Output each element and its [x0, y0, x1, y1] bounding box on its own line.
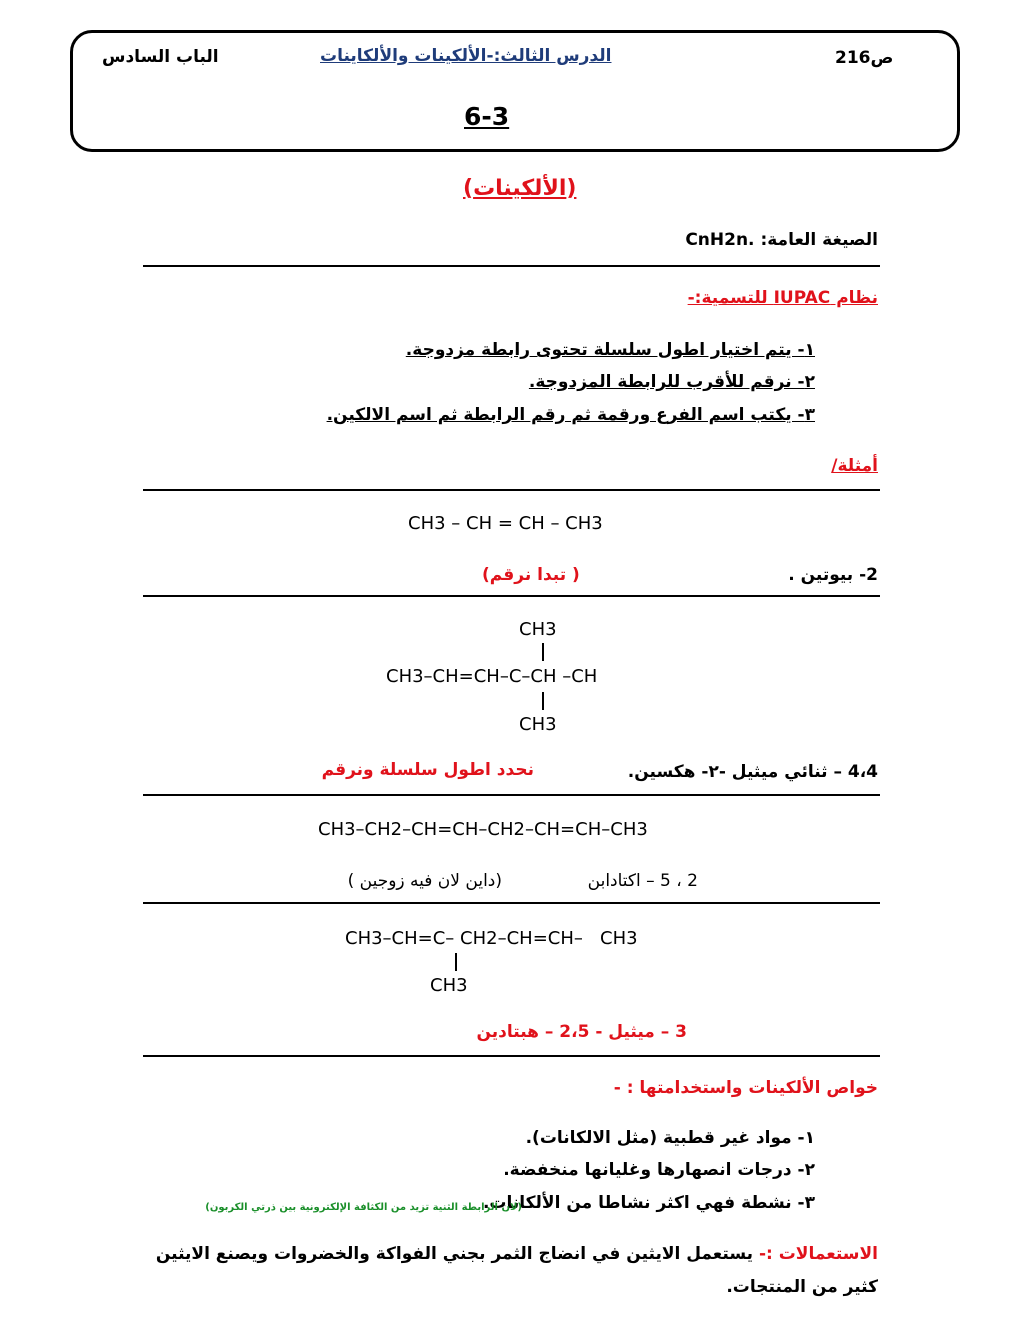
iupac-rule-3: ٣- يكتب اسم الفرع ورقمة ثم رقم الرابطة ثم اسم الالكين.	[326, 405, 815, 425]
uses-text: يستعمل الايثين في انضاج الثمر بجني الفواكة والخضروات ويصنع الايثين	[155, 1244, 754, 1264]
chapter-title: الباب السادس	[102, 47, 219, 67]
example-4-name: 3 – ميثيل - 2،5 – هبتادين	[476, 1022, 687, 1042]
properties-heading: خواص الألكينات واستخدامتها : -	[613, 1078, 878, 1098]
divider	[143, 265, 880, 267]
uses-line-2: كثير من المنتجات.	[726, 1277, 878, 1297]
example-4-formula: CH3–CH=C– CH2–CH=CH– CH3	[345, 928, 638, 949]
divider	[143, 794, 880, 796]
bond-line	[542, 643, 544, 661]
property-1: ١- مواد غير قطبية (مثل الالكانات).	[525, 1128, 815, 1148]
divider	[143, 489, 880, 491]
page-number: ص216	[835, 48, 894, 68]
example-3-note: (داين لان فيه زوجين )	[347, 871, 502, 891]
example-3-formula: CH3–CH2–CH=CH–CH2–CH=CH–CH3	[318, 819, 648, 840]
property-3-note: (لان الرابطة الثنية تزيد من الكثافة الإلكترونية بين ذرتي الكربون)	[205, 1202, 522, 1213]
example-1-note: (تبدا نرقم )	[482, 565, 580, 585]
lesson-title: الدرس الثالث:-الألكينات والألكاينات	[320, 46, 612, 66]
divider	[143, 902, 880, 904]
iupac-rule-2: ٢- نرقم للأقرب للرابطة المزدوجة.	[528, 372, 815, 392]
page-title: (الألكينات)	[463, 176, 577, 201]
example-2-top-branch: CH3	[519, 619, 557, 640]
general-formula	[685, 230, 878, 250]
bond-line	[542, 692, 544, 710]
example-3-name: 2 ، 5 – اكتادابن	[587, 871, 698, 891]
divider	[143, 1055, 880, 1057]
example-2-name: 4،4 – ثنائي ميثيل -٢- هكسين.	[627, 762, 878, 782]
bond-line	[455, 953, 457, 971]
general-formula-value: CnH2n.	[685, 230, 755, 250]
example-1-formula: CH3 – CH = CH – CH3	[408, 513, 603, 534]
lesson-number: 6-3	[464, 102, 510, 131]
example-2-bottom-branch: CH3	[519, 714, 557, 735]
example-2-formula: CH3–CH=CH–C–CH –CH	[386, 666, 598, 687]
property-3: ٣- نشطة فهي اكثر نشاطا من الألكانات.	[482, 1193, 815, 1213]
example-2-note: نحدد اطول سلسلة ونرقم	[321, 760, 534, 780]
uses-label: الاستعمالات :-	[758, 1244, 878, 1264]
iupac-heading: نظام IUPAC للتسمية:-	[687, 288, 878, 308]
iupac-rule-1: ١- يتم اختيار اطول سلسلة تحتوى رابطة مزدوجة.	[405, 340, 815, 360]
property-2: ٢- درجات انصهارها وغليانها منخفضة.	[503, 1160, 815, 1180]
examples-heading: أمثلة/	[831, 456, 878, 476]
divider	[143, 595, 880, 597]
general-formula-label: الصيغة العامة:	[760, 230, 878, 250]
example-4-bottom-branch: CH3	[430, 975, 468, 996]
uses-line-1	[156, 1244, 878, 1264]
example-1-name: 2- بيوتين .	[788, 565, 878, 585]
